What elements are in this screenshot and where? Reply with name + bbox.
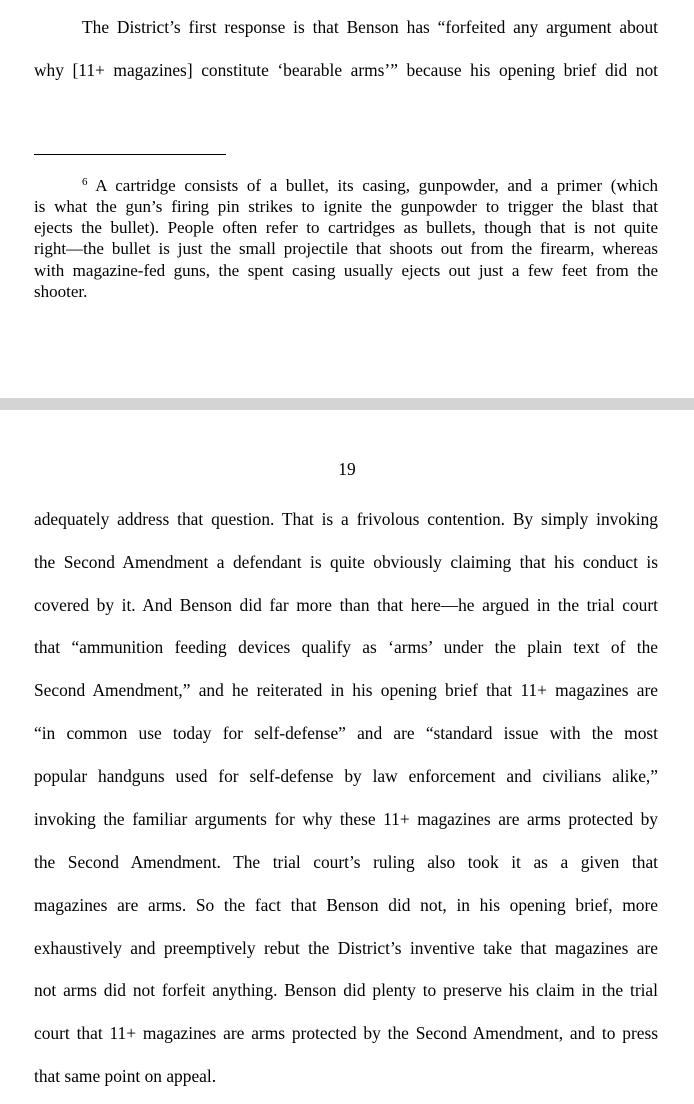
body-paragraph-line: magazines are arms. So the fact that Benson did not, in his opening brief, more [34, 895, 658, 915]
body-paragraph-line: that same point on appeal. [34, 1066, 217, 1086]
footnote-line: ejects the bullet). People often refer to cartridges as bullets, though that is not quite [34, 218, 658, 237]
footnote-text: A cartridge consists of a bullet, its casing, gunpowder, and a primer (which [95, 176, 659, 195]
page-separator [0, 398, 694, 410]
footnote-line: is what the gun’s firing pin strikes to ignite the gunpowder to trigger the blast that [34, 197, 658, 216]
body-paragraph-line: the Second Amendment a defendant is quite obviously claiming that his conduct is [34, 552, 658, 572]
body-paragraph-line: court that 11+ magazines are arms protected by the Second Amendment, and to press [34, 1023, 658, 1043]
footnote-marker: 6 [82, 176, 88, 188]
body-paragraph-line: why [11+ magazines] constitute ‘bearable arms’” because his opening brief did not [34, 60, 658, 80]
page-bottom [0, 410, 694, 1104]
footnote-separator [34, 154, 226, 155]
body-paragraph-line: popular handguns used for self-defense by law enforcement and civilians alike,” [34, 766, 658, 786]
body-paragraph-line: the Second Amendment. The trial court’s ruling also took it as a given that [34, 852, 658, 872]
footnote-line [82, 176, 658, 196]
body-paragraph-line: “in common use today for self-defense” and are “standard issue with the most [34, 723, 658, 743]
footnote-line: shooter. [34, 282, 88, 301]
footnote-line: right—the bullet is just the small projectile that shoots out from the firearm, whereas [34, 239, 658, 258]
body-paragraph-line: covered by it. And Benson did far more than that here—he argued in the trial court [34, 595, 658, 615]
body-paragraph-line: adequately address that question. That is a frivolous contention. By simply invoking [34, 509, 658, 529]
page-top [0, 0, 694, 398]
body-paragraph-line: exhaustively and preemptively rebut the District’s inventive take that magazines are [34, 938, 658, 958]
body-paragraph-line: not arms did not forfeit anything. Benson did plenty to preserve his claim in the trial [34, 980, 658, 1000]
body-paragraph-line: The District’s first response is that Benson has “forfeited any argument about [82, 17, 658, 37]
body-paragraph-line: that “ammunition feeding devices qualify as ‘arms’ under the plain text of the [34, 637, 658, 657]
footnote-line: with magazine-fed guns, the spent casing usually ejects out just a few feet from the [34, 261, 658, 280]
body-paragraph-line: Second Amendment,” and he reiterated in his opening brief that 11+ magazines are [34, 680, 658, 700]
body-paragraph-line: invoking the familiar arguments for why these 11+ magazines are arms protected by [34, 809, 658, 829]
page-number: 19 [338, 459, 356, 479]
